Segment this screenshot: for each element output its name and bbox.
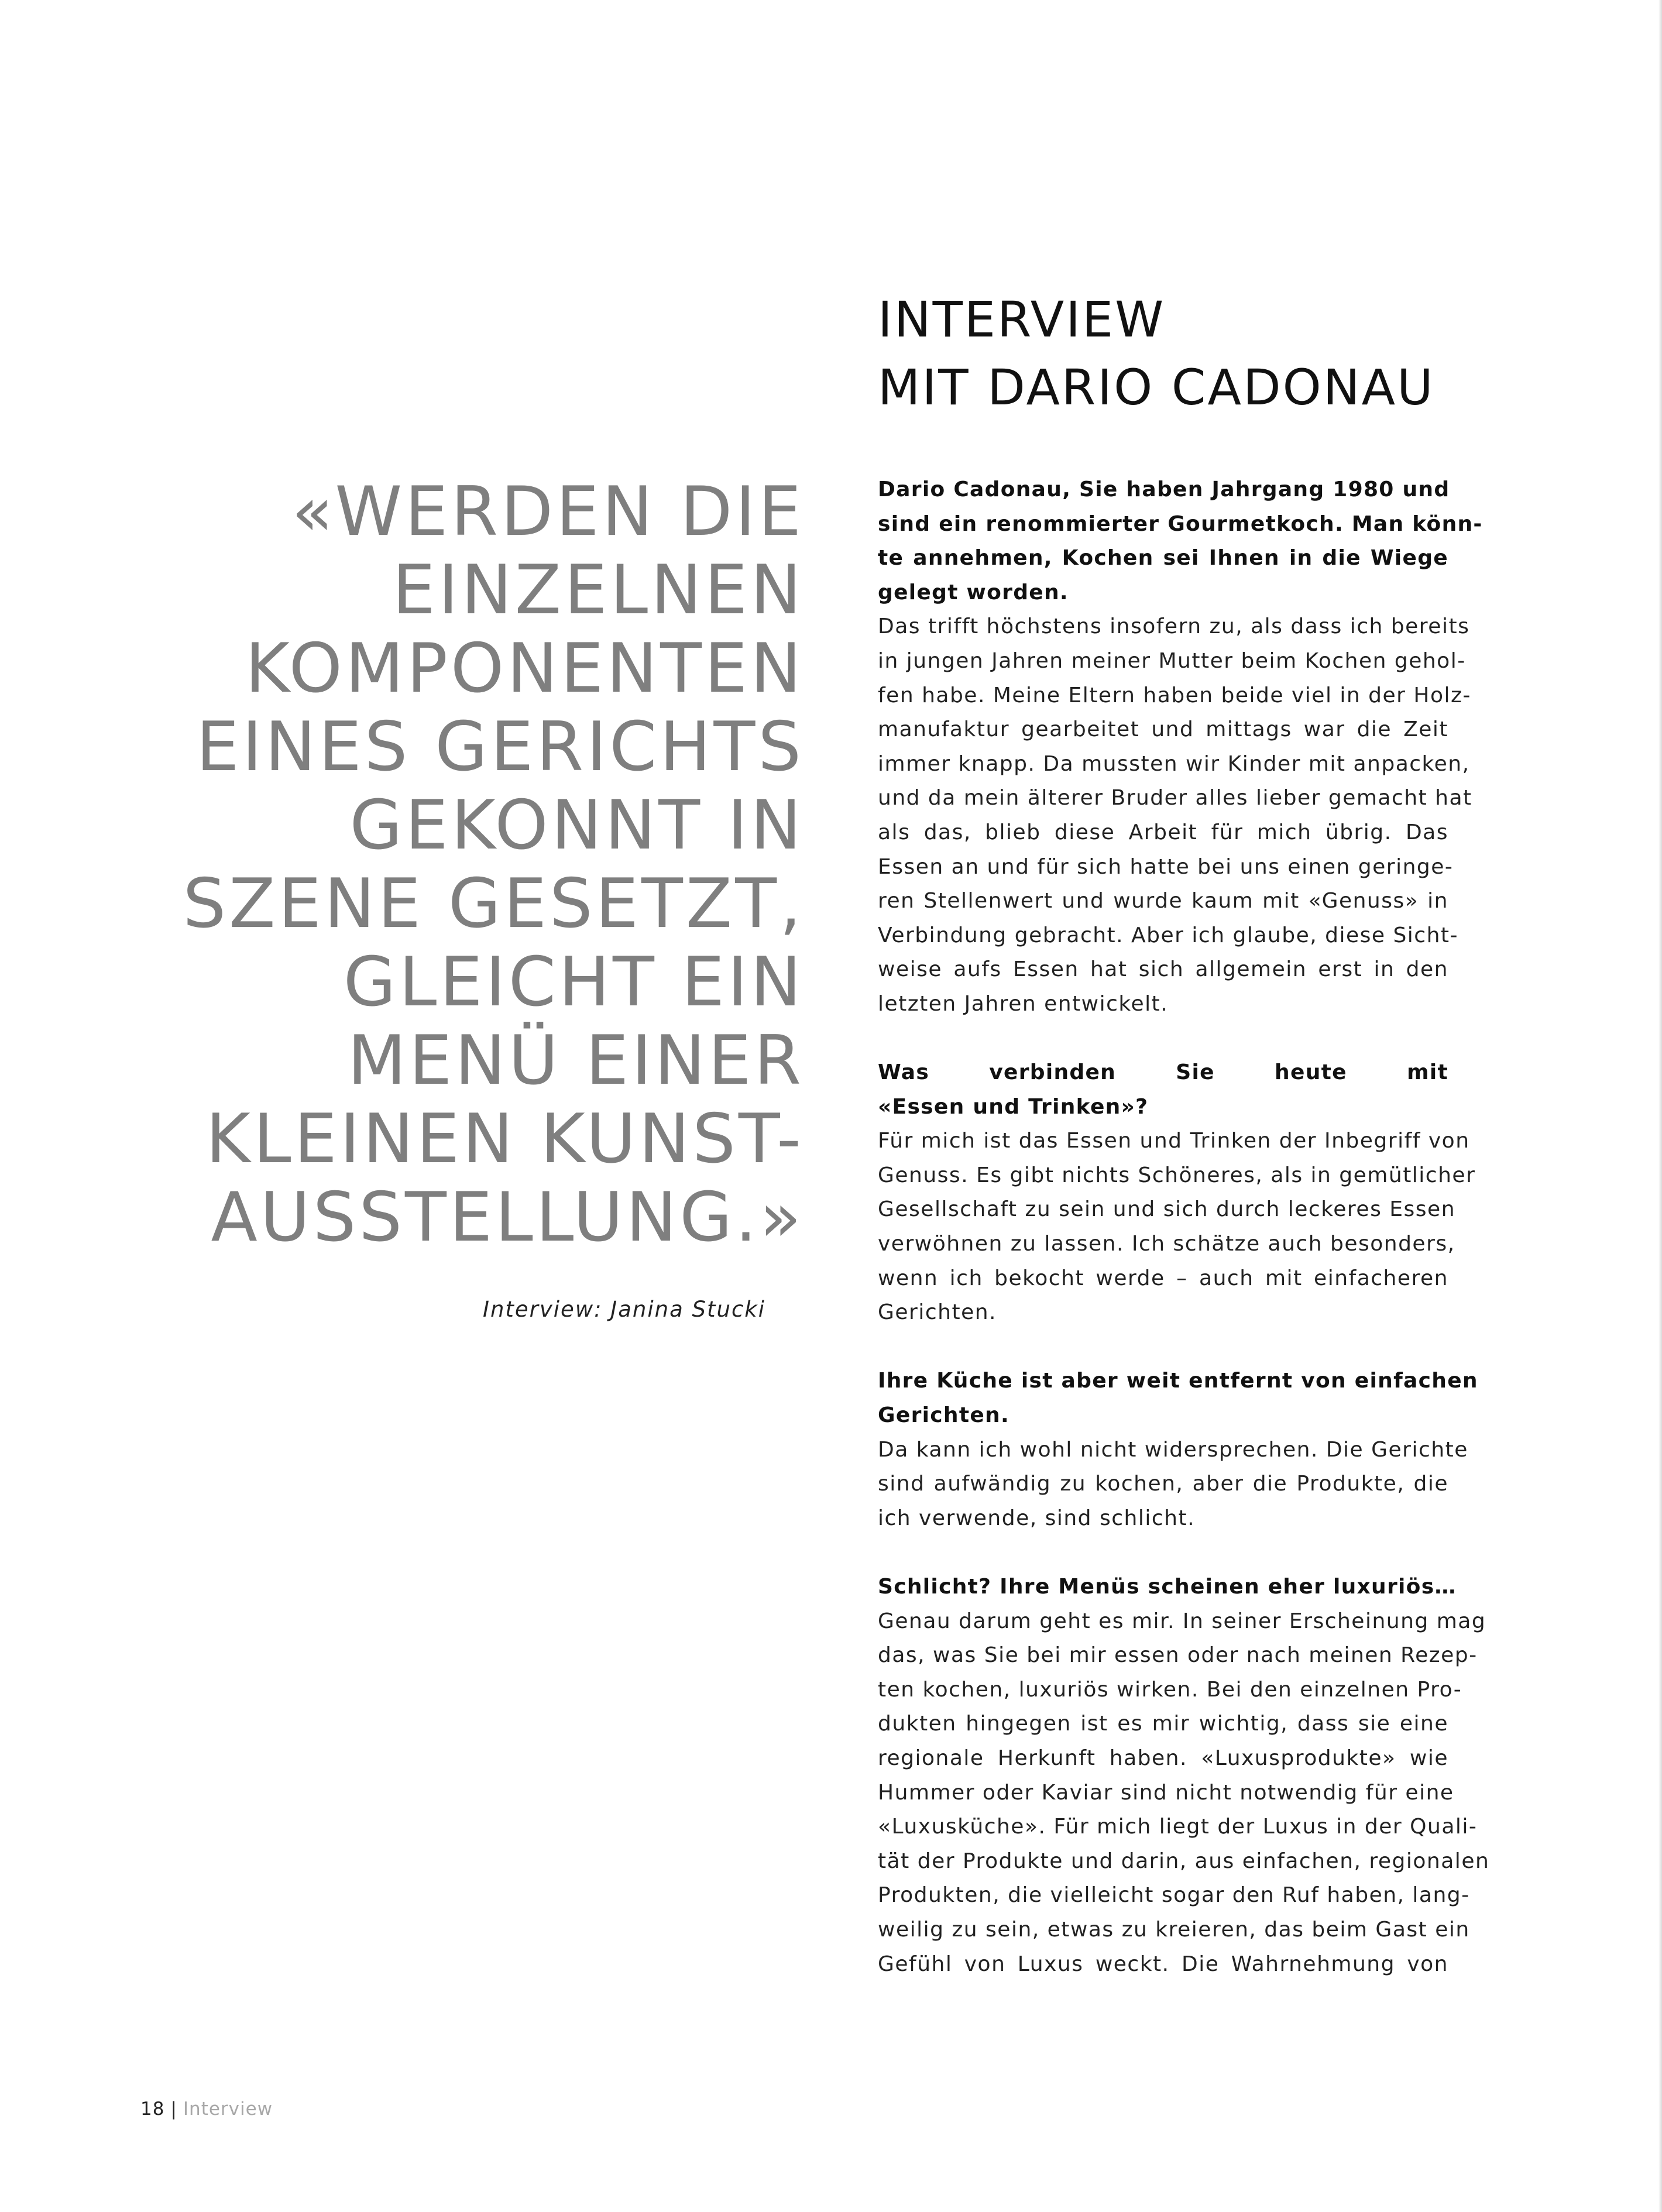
pull-quote-line: GLEICHT EIN bbox=[343, 943, 804, 1022]
interview-answer bbox=[878, 1433, 1468, 1536]
page-edge-shadow bbox=[1658, 0, 1662, 2212]
interview-credit: Interview: Janina Stucki bbox=[483, 1297, 765, 1322]
section-name: Interview bbox=[183, 2098, 273, 2120]
question-line: sind ein renommierter Gourmetkoch. Man könn- bbox=[878, 511, 1483, 536]
pull-quote-line: «WERDEN DIE bbox=[291, 472, 804, 551]
answer-line: Das trifft höchstens insofern zu, als dass ich bereits bbox=[878, 614, 1470, 639]
answer-line: dukten hingegen ist es mir wichtig, dass sie eine bbox=[878, 1712, 1448, 1736]
pull-quote-line: MENÜ EINER bbox=[347, 1021, 804, 1100]
answer-line: Gesellschaft zu sein und sich durch leckeres Essen bbox=[878, 1197, 1456, 1222]
answer-line: wenn ich bekocht werde – auch mit einfacheren bbox=[878, 1266, 1448, 1290]
interview-body bbox=[878, 473, 1490, 2016]
answer-line: «Luxusküche». Für mich liegt der Luxus in der Quali- bbox=[878, 1815, 1478, 1839]
answer-line: Essen an und für sich hatte bei uns einen geringe- bbox=[878, 854, 1454, 879]
question-line: Dario Cadonau, Sie haben Jahrgang 1980 und bbox=[878, 478, 1450, 502]
answer-line: in jungen Jahren meiner Mutter beim Kochen gehol- bbox=[878, 648, 1466, 673]
answer-line: weise aufs Essen hat sich allgemein erst in den bbox=[878, 957, 1448, 982]
answer-line: das, was Sie bei mir essen oder nach meinen Rezep- bbox=[878, 1643, 1478, 1668]
answer-line: fen habe. Meine Eltern haben beide viel in der Holz- bbox=[878, 683, 1471, 707]
answer-line: Gerichten. bbox=[878, 1300, 997, 1325]
answer-line: tät der Produkte und darin, aus einfachen, regionalen bbox=[878, 1849, 1490, 1873]
answer-line: Für mich ist das Essen und Trinken der Inbegriff von bbox=[878, 1129, 1470, 1153]
pull-quote-line: SZENE GESETZT, bbox=[183, 864, 804, 943]
interview-question bbox=[878, 473, 1483, 610]
answer-line: und da mein älterer Bruder alles lieber gemacht hat bbox=[878, 786, 1472, 810]
qa-block bbox=[878, 1056, 1476, 1330]
answer-line: Gefühl von Luxus weckt. Die Wahrnehmung von bbox=[878, 1952, 1448, 1976]
answer-line: weilig zu sein, etwas zu kreieren, das beim Gast ein bbox=[878, 1917, 1470, 1942]
answer-line: als das, blieb diese Arbeit für mich übrig. Das bbox=[878, 820, 1448, 844]
answer-line: regionale Herkunft haben. «Luxusprodukte» wie bbox=[878, 1746, 1448, 1770]
page-footer bbox=[140, 2098, 273, 2120]
title-line: INTERVIEW bbox=[878, 291, 1166, 348]
interview-answer bbox=[878, 1605, 1490, 1982]
page-number: 18 bbox=[140, 2098, 165, 2120]
question-line: Ihre Küche ist aber weit entfernt von einfachen bbox=[878, 1369, 1478, 1393]
answer-line: manufaktur gearbeitet und mittags war die Zeit bbox=[878, 717, 1448, 742]
pull-quote-line: EINES GERICHTS bbox=[196, 707, 804, 786]
answer-line: Genuss. Es gibt nichts Schöneres, als in gemütlicher bbox=[878, 1163, 1476, 1187]
interview-answer bbox=[878, 610, 1472, 1021]
interview-question bbox=[878, 1570, 1457, 1605]
pull-quote-line: AUSSTELLUNG.» bbox=[211, 1178, 804, 1257]
answer-line: letzten Jahren entwickelt. bbox=[878, 991, 1169, 1016]
answer-line: sind aufwändig zu kochen, aber die Produkte, die bbox=[878, 1472, 1448, 1496]
answer-line: immer knapp. Da mussten wir Kinder mit anpacken, bbox=[878, 751, 1470, 776]
answer-line: Hummer oder Kaviar sind nicht notwendig für eine bbox=[878, 1780, 1454, 1805]
answer-line: ren Stellenwert und wurde kaum mit «Genuss» in bbox=[878, 889, 1448, 913]
title-line: MIT DARIO CADONAU bbox=[878, 359, 1435, 416]
article-title bbox=[878, 286, 1522, 421]
qa-block bbox=[878, 1364, 1478, 1536]
question-line: gelegt worden. bbox=[878, 580, 1069, 604]
interview-question bbox=[878, 1056, 1448, 1124]
answer-line: Verbindung gebracht. Aber ich glaube, diese Sicht- bbox=[878, 923, 1459, 947]
pull-quote-line: KOMPONENTEN bbox=[245, 629, 804, 708]
question-line: te annehmen, Kochen sei Ihnen in die Wiege bbox=[878, 546, 1448, 571]
pull-quote bbox=[102, 473, 804, 1257]
answer-line: ten kochen, luxuriös wirken. Bei den einzelnen Pro- bbox=[878, 1677, 1462, 1702]
interview-answer bbox=[878, 1124, 1476, 1330]
answer-line: verwöhnen zu lassen. Ich schätze auch besonders, bbox=[878, 1232, 1455, 1256]
question-line: «Essen und Trinken»? bbox=[878, 1094, 1149, 1119]
answer-line: Da kann ich wohl nicht widersprechen. Die Gerichte bbox=[878, 1437, 1468, 1462]
question-line: Was verbinden Sie heute mit bbox=[878, 1060, 1448, 1085]
answer-line: ich verwende, sind schlicht. bbox=[878, 1506, 1196, 1530]
answer-line: Produkten, die vielleicht sogar den Ruf haben, lang- bbox=[878, 1883, 1470, 1908]
pull-quote-line: GEKONNT IN bbox=[349, 786, 804, 865]
footer-separator: | bbox=[170, 2098, 177, 2120]
question-line: Schlicht? Ihre Menüs scheinen eher luxuriös… bbox=[878, 1575, 1457, 1599]
pull-quote-line: EINZELNEN bbox=[392, 551, 804, 630]
pull-quote-line: KLEINEN KUNST- bbox=[205, 1100, 804, 1179]
qa-block bbox=[878, 1570, 1490, 1981]
answer-line: Genau darum geht es mir. In seiner Erscheinung mag bbox=[878, 1609, 1486, 1633]
qa-block bbox=[878, 473, 1483, 1022]
question-line: Gerichten. bbox=[878, 1403, 1009, 1428]
interview-question bbox=[878, 1364, 1478, 1433]
